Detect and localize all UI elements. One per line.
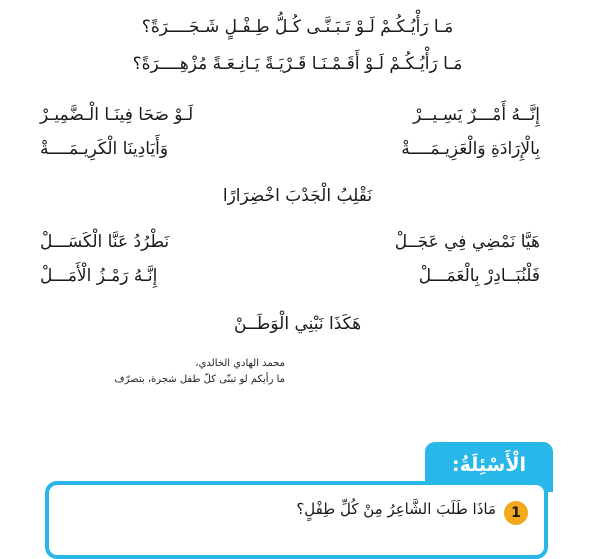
- stanza2-right-verse-1: هَيَّا نَمْضِي فِي عَجَــلْ: [394, 232, 540, 252]
- stanza2-left-verse-1: نَطْرُدُ عَنَّا الْكَسَـــلْ: [40, 232, 170, 252]
- stanza2-right-verse-2: فَلْنُبَــادِرْ بِالْعَمَـــلْ: [418, 266, 540, 286]
- questions-box: [45, 481, 548, 559]
- question-1-number-badge: 1: [504, 501, 528, 525]
- credit-author: محمد الهادي الخالدي،: [195, 358, 285, 369]
- questions-heading: الْأَسْئِلَةُ:: [452, 454, 526, 476]
- question-1-text: مَاذَا طَلَبَ الشَّاعِرُ مِنْ كُلِّ طِفْلٍ؟: [296, 500, 496, 518]
- credit-source: ما رأيكم لو تبنّى كلّ طفل شجرة، بتصرّف: [114, 374, 285, 385]
- stanza1-left-verse-2: وَأَيَادِينَا الْكَرِيـمَــــةْ: [40, 139, 169, 159]
- intro-line-2: مَـا رَأْيُـكُـمْ لَـوْ أَقَـمْـنَـا قَـرْيَـةً يَـانِـعَـةً مُزْهِــــرَةً؟: [132, 54, 463, 74]
- stanza2-left-verse-2: إِنَّـهُ رَمْـزُ الْأَمَـــلْ: [40, 266, 158, 286]
- stanza1-left-verse-1: لَـوْ صَحَا فِينَـا الْـضَّمِيـرْ: [40, 105, 194, 125]
- stanza1-right-verse-1: إِنَّــهُ أَمْـــرٌ يَسِـيــرْ: [413, 105, 540, 125]
- stanza1-right-verse-2: بِالْإِرَادَةِ وَالْعَزِيـمَــــةْ: [401, 139, 540, 159]
- refrain-1: نَقْلِبُ الْجَدْبَ اخْضِرَارًا: [222, 186, 373, 206]
- intro-line-1: مَـا رَأْيُـكُـمْ لَـوْ تَـبَـنَّـى كُـلُّ طِـفْـلٍ شَـجَــــرَةً؟: [141, 17, 454, 37]
- refrain-2: هَكَذَا نَبْنِي الْوَطَــنْ: [233, 314, 362, 334]
